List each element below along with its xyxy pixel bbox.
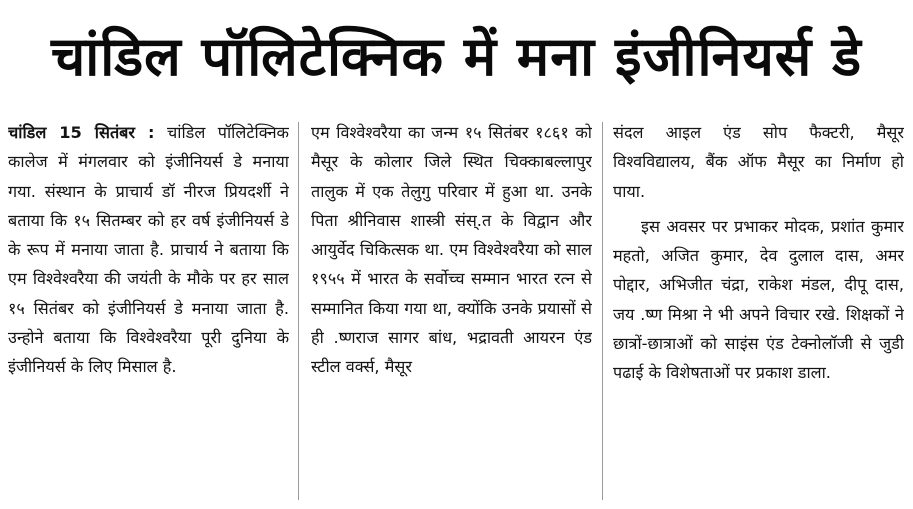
column-3-paragraph-2: इस अवसर पर प्रभाकर मोदक, प्रशांत कुमार महतो, अजित कुमार, देव दुलाल दास, अमर पोद्दार, अभिजीत चंद्रा, राकेश मंडल, दीपू दास, जय .ष्ण मिश्रा ने भी अपने विचार रखे. शिक्षकों ने छात्रों-छात्राओं को साइंस एंड टेक्नोलॉजी से जुडी पढाई के विशेषताओं पर प्रकाश डाला. — [613, 216, 904, 383]
column-divider — [298, 122, 299, 500]
article-column-1 — [8, 118, 289, 498]
column-1-text: चांडिल पॉलिटेक्निक कालेज में मंगलवार को इंजीनियर्स डे मनाया गया. संस्थान के प्राचार्य डॉ नीरज प्रियदर्शी ने बताया कि १५ सितम्बर को हर वर्ष इंजीनियर्स डे के रूप में मनाया जाता है. प्राचार्य ने बताया कि एम विश्वेश्वरैया की जयंती के मौके पर हर साल १५ सितंबर को इंजीनियर्स डे मनाया जाता है. उन्होने बताया कि विश्वेश्वरैया पूरी दुनिया के इंजीनियर्स के लिए मिसाल है. — [8, 123, 289, 377]
article-column-2 — [311, 118, 592, 498]
article-column-3 — [613, 118, 904, 498]
dateline: चांडिल 15 सितंबर : — [8, 123, 155, 142]
column-2-text: एम विश्वेश्वरैया का जन्म १५ सितंबर १८६१ को मैसूर के कोलार जिले स्थित चिक्काबल्लापुर तालुक में एक तेलुगु परिवार में हुआ था. उनके पिता श्रीनिवास शास्त्री संस्.त के विद्वान और आयुर्वेद चिकित्सक था. एम विश्वेश्वरैया को साल १९५५ में भारत के सर्वोच्च सम्मान भारत रत्न से सम्मानित किया गया था, क्योंकि उनके प्रयासों से ही .ष्णराज सागर बांध, भद्रावती आयरन एंड स्टील वर्क्स, मैसूर — [311, 123, 592, 377]
column-divider — [602, 122, 603, 500]
headline: चांडिल पॉलिटेक्निक में मना इंजीनियर्स डे — [50, 25, 863, 88]
column-3-text: संदल आइल एंड सोप फैक्टरी, मैसूर विश्वविद्यालय, बैंक ऑफ मैसूर का निर्माण हो पाया. — [613, 123, 904, 201]
paragraph — [8, 118, 289, 382]
